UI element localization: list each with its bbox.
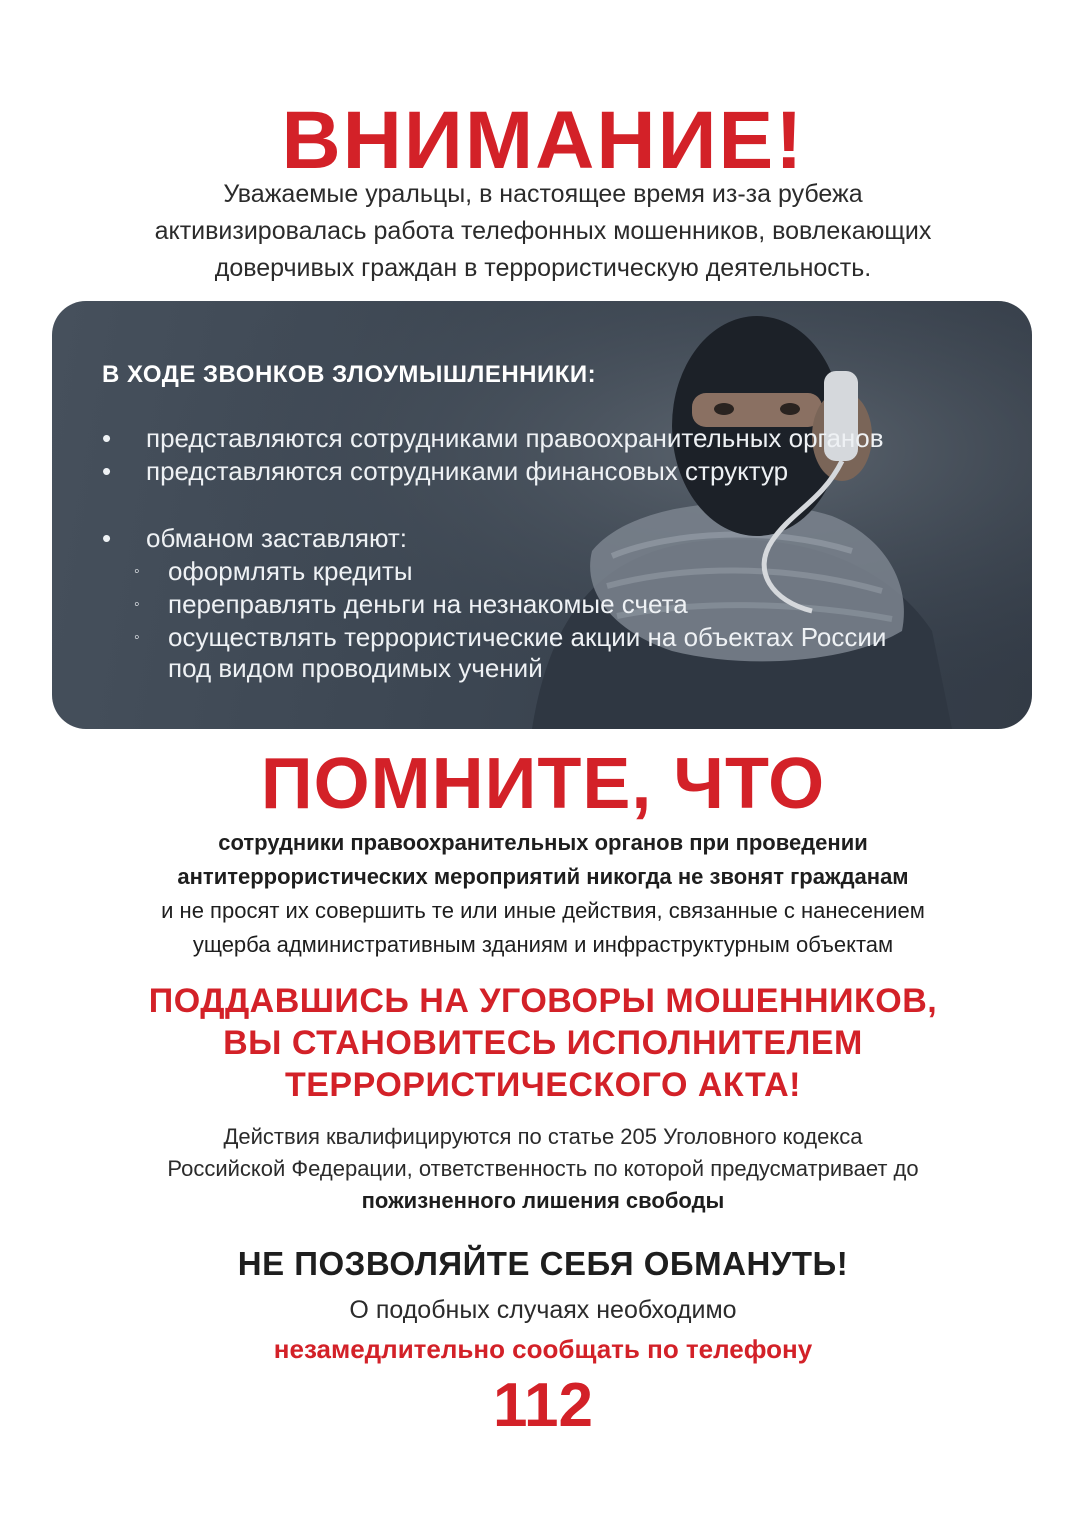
list-item-text: представляются сотрудниками правоохранительных органов: [146, 423, 884, 453]
remember-line: ущерба административным зданиям и инфраструктурным объектам: [192, 932, 894, 957]
warning-line: ТЕРРОРИСТИЧЕСКОГО АКТА!: [284, 1066, 802, 1104]
intro-line: доверчивых граждан в террористическую деятельность.: [214, 254, 872, 282]
sub-bullet-marker: ◦: [134, 563, 140, 580]
remember-heading: ПОМНИТЕ, ЧТО: [260, 744, 826, 824]
sub-bullet-marker: ◦: [134, 596, 140, 613]
law-line: Российской Федерации, ответственность по которой предусматривает до: [167, 1156, 919, 1181]
sub-list-item-text: оформлять кредиты: [168, 556, 413, 586]
bullet-marker: •: [102, 456, 112, 486]
intro-paragraph: [0, 176, 1086, 287]
scam-tactics-card: [52, 301, 1032, 729]
list-item-text: обманом заставляют:: [146, 523, 408, 553]
remember-bold-line: сотрудники правоохранительных органов при проведении: [218, 830, 868, 855]
sub-list-item-text: осуществлять террористические акции на объектах России: [168, 622, 887, 652]
sub-list-item: [134, 589, 688, 620]
intro-line: активизировалась работа телефонных мошенников, вовлекающих: [154, 217, 932, 245]
sub-list-item: [134, 622, 886, 653]
sub-list-item-continuation: [168, 653, 543, 684]
intro-line: Уважаемые уральцы, в настоящее время из-за рубежа: [223, 180, 863, 208]
bullet-marker: •: [102, 523, 112, 553]
list-item-text: представляются сотрудниками финансовых структур: [146, 456, 789, 486]
card-heading: В ХОДЕ ЗВОНКОВ ЗЛОУМЫШЛЕННИКИ:: [102, 361, 597, 388]
list-item: [102, 423, 884, 454]
sub-bullet-marker: ◦: [134, 629, 140, 646]
law-bold-line: пожизненного лишения свободы: [361, 1188, 725, 1213]
sub-list-item-text: под видом проводимых учений: [168, 653, 543, 683]
page-title: ВНИМАНИЕ!: [281, 95, 805, 186]
remember-line: и не просят их совершить те или иные действия, связанные с нанесением: [161, 898, 925, 923]
warning-line: ПОДДАВШИСЬ НА УГОВОРЫ МОШЕННИКОВ,: [148, 982, 938, 1020]
warning-line: ВЫ СТАНОВИТЕСЬ ИСПОЛНИТЕЛЕМ: [223, 1024, 863, 1062]
sub-list-item-text: переправлять деньги на незнакомые счета: [168, 589, 688, 619]
remember-bold-line: антитеррористических мероприятий никогда не звонят гражданам: [177, 864, 909, 889]
list-item: [102, 523, 407, 554]
dont-deceive-heading: НЕ ПОЗВОЛЯЙТЕ СЕБЯ ОБМАНУТЬ!: [237, 1245, 849, 1282]
bullet-marker: •: [102, 423, 112, 453]
list-item: [102, 456, 788, 487]
emergency-phone-number: 112: [492, 1371, 594, 1440]
report-line-emphasis: незамедлительно сообщать по телефону: [273, 1334, 813, 1364]
remember-paragraph: [0, 826, 1086, 962]
report-line: О подобных случаях необходимо: [349, 1296, 737, 1324]
law-paragraph: [0, 1121, 1086, 1217]
sub-list-item: [134, 556, 413, 587]
law-line: Действия квалифицируются по статье 205 Уголовного кодекса: [223, 1124, 863, 1149]
warning-block: [0, 980, 1086, 1106]
